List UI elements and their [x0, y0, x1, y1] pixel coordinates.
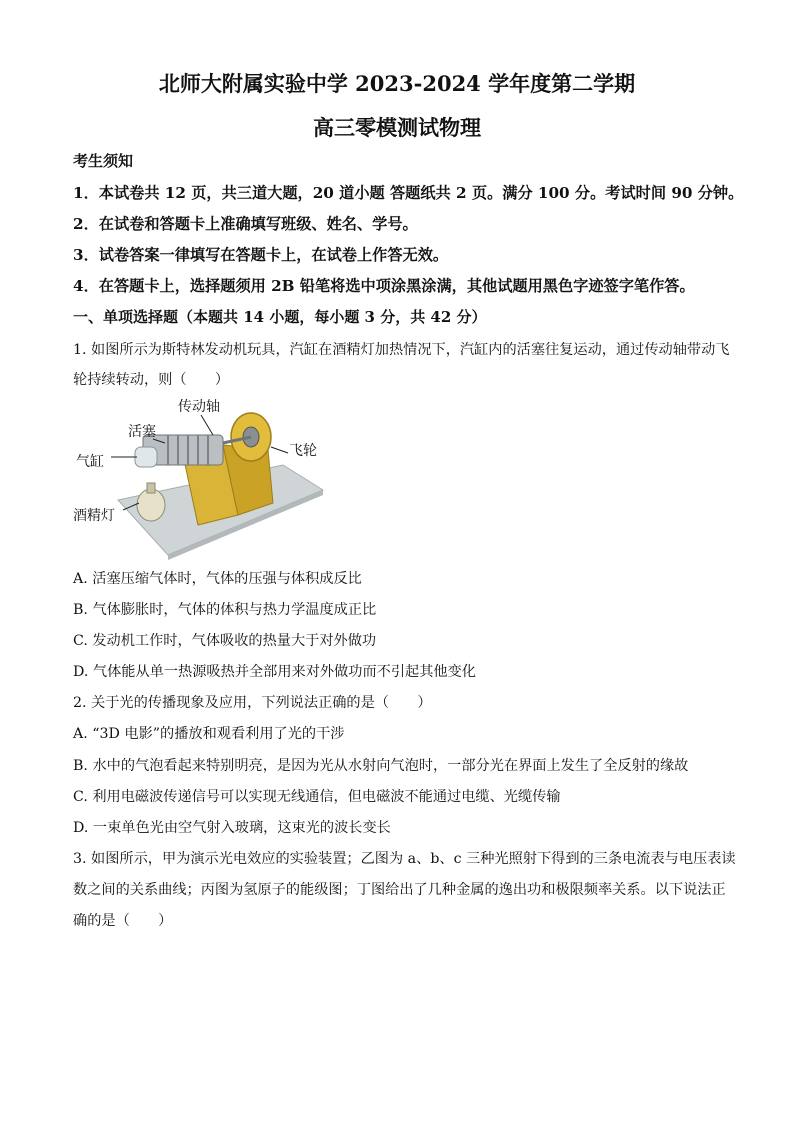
exam-title: 北师大附属实验中学 2023-2024 学年度第二学期 [158, 71, 636, 96]
label-shaft: 传动轴 [178, 399, 220, 415]
notice-heading: 考生须知 [73, 152, 134, 170]
stirling-engine-figure [73, 395, 333, 560]
notice-item-1: 1．本试卷共 12 页，共三道大题，20 道小题 答题纸共 2 页。满分 100 分。考试时间 90 分钟。 [73, 184, 744, 202]
exam-subtitle: 高三零模测试物理 [313, 115, 481, 140]
q3-stem-line1: 3. 如图所示，甲为演示光电效应的实验装置；乙图为 a、b、c 三种光照射下得到的三条电流表与电压表读 [73, 851, 736, 867]
q2-option-d: D. 一束单色光由空气射入玻璃，这束光的波长变长 [73, 820, 391, 836]
label-piston: 活塞 [128, 424, 156, 440]
label-cylinder: 气缸 [76, 454, 104, 470]
section-heading: 一、单项选择题（本题共 14 小题，每小题 3 分，共 42 分） [73, 308, 487, 326]
q3-stem-line3: 确的是（ ） [73, 913, 173, 929]
q1-stem-line1: 1. 如图所示为斯特林发动机玩具，汽缸在酒精灯加热情况下，汽缸内的活塞往复运动，通过传动轴带动飞 [73, 342, 730, 358]
notice-item-4: 4．在答题卡上，选择题须用 2B 铅笔将选中项涂黑涂满，其他试题用黑色字迹签字笔作答。 [73, 277, 695, 295]
q2-stem: 2. 关于光的传播现象及应用，下列说法正确的是（ ） [73, 695, 432, 711]
label-flywheel: 飞轮 [289, 443, 317, 459]
q1-stem-line2: 轮持续转动，则（ ） [73, 372, 230, 388]
q2-option-c: C. 利用电磁波传递信号可以实现无线通信，但电磁波不能通过电缆、光缆传输 [73, 789, 561, 805]
label-lamp: 酒精灯 [73, 508, 115, 524]
q1-option-b: B. 气体膨胀时，气体的体积与热力学温度成正比 [73, 602, 377, 618]
notice-item-3: 3．试卷答案一律填写在答题卡上，在试卷上作答无效。 [73, 246, 449, 264]
q3-stem-line2: 数之间的关系曲线；丙图为氢原子的能级图；丁图给出了几种金属的逸出功和极限频率关系。以下说法正 [73, 882, 726, 898]
q1-option-c: C. 发动机工作时，气体吸收的热量大于对外做功 [73, 633, 377, 649]
q1-option-a: A. 活塞压缩气体时，气体的压强与体积成反比 [73, 571, 362, 587]
q2-option-a: A. “3D 电影”的播放和观看利用了光的干涉 [73, 726, 345, 742]
q2-option-b: B. 水中的气泡看起来特别明亮，是因为光从水射向气泡时，一部分光在界面上发生了全反射的缘故 [73, 758, 689, 774]
notice-item-2: 2．在试卷和答题卡上准确填写班级、姓名、学号。 [73, 215, 418, 233]
q1-option-d: D. 气体能从单一热源吸热并全部用来对外做功而不引起其他变化 [73, 664, 476, 680]
